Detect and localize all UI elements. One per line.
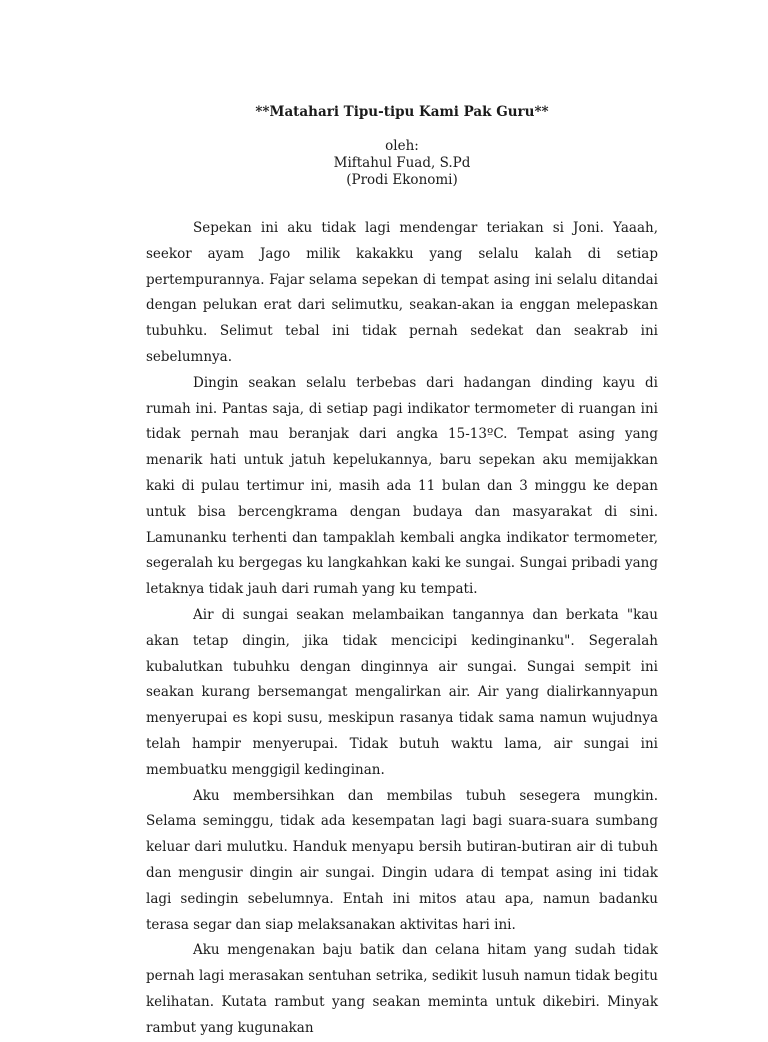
author-name: Miftahul Fuad, S.Pd [333, 155, 471, 171]
paragraph: Aku membersihkan dan membilas tubuh sesegera mungkin. Selama seminggu, tidak ada kesempatan lagi bagi suara-suara sumbang keluar dari mulutku. Handuk menyapu bersih butiran-butiran air di tubuh dan mengusir dingin air sungai. Dingin udara di tempat asing ini tidak lagi sedingin sebelumnya. Entah ini mitos atau apa, namun badanku terasa segar dan siap melaksanakan aktivitas hari ini. [146, 787, 658, 933]
paragraph: Sepekan ini aku tidak lagi mendengar teriakan si Joni. Yaaah, seekor ayam Jago milik kakakku yang selalu kalah di setiap pertempurannya. Fajar selama sepekan di tempat asing ini selalu ditandai dengan pelukan erat dari selimutku, seakan-akan ia enggan melepaskan tubuhku. Selimut tebal ini tidak pernah sedekat dan seakrab ini sebelumnya. [146, 220, 658, 365]
paragraph: Air di sungai seakan melambaikan tangannya dan berkata "kau akan tetap dingin, jika tidak mencicipi kedinginanku". Segeralah kubalutkan tubuhku dengan dinginnya air sungai. Sungai sempit ini seakan kurang bersemangat mengalirkan air. Air yang dialirkannyapun menyerupai es kopi susu, meskipun rasanya tidak sama namun wujudnya telah hampir menyerupai. Tidak butuh waktu lama, air sungai ini membuatku menggigil kedinginan. [146, 606, 658, 778]
document-body [146, 216, 658, 1042]
document-title: **Matahari Tipu-tipu Kami Pak Guru** [255, 104, 549, 120]
paragraph: Aku mengenakan baju batik dan celana hitam yang sudah tidak pernah lagi merasakan sentuhan setrika, sedikit lusuh namun tidak begitu kelihatan. Kutata rambut yang seakan meminta untuk dikebiri. Minyak rambut yang kugunakan [146, 942, 658, 1036]
author-affiliation: (Prodi Ekonomi) [346, 172, 458, 188]
document-header [146, 104, 658, 189]
byline-label: oleh: [385, 138, 419, 154]
paragraph: Dingin seakan selalu terbebas dari hadangan dinding kayu di rumah ini. Pantas saja, di setiap pagi indikator termometer di ruangan ini tidak pernah mau beranjak dari angka 15-13ºC. Tempat asing yang menarik hati untuk jatuh kepelukannya, baru sepekan aku memijakkan kaki di pulau tertimur ini, masih ada 11 bulan dan 3 minggu ke depan untuk bisa bercengkrama dengan budaya dan masyarakat di sini. Lamunanku terhenti dan tampaklah kembali angka indikator termometer, segeralah ku bergegas ku langkahkan kaki ke sungai. Sungai pribadi yang letaknya tidak jauh dari rumah yang ku tempati. [146, 374, 658, 598]
